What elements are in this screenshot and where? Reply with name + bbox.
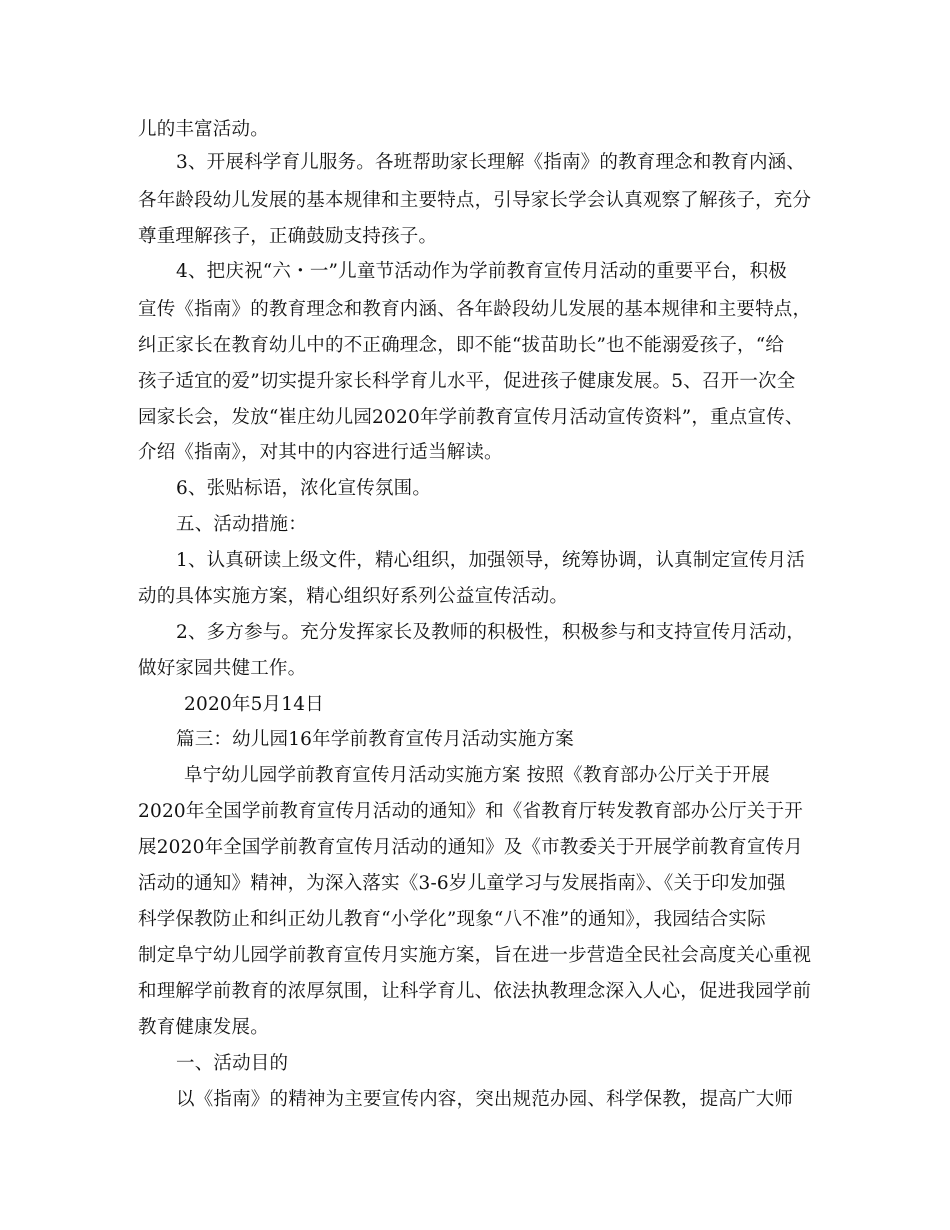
text-line-28: 以《指南》的精神为主要宣传内容，突出规范办园、科学保教，提高广大师	[176, 1089, 794, 1110]
text-line-14: 动的具体实施方案，精心组织好系列公益宣传活动。	[138, 586, 569, 607]
text-line-13: 1、认真研读上级文件，精心组织，加强领导，统筹协调，认真制定宣传月活	[176, 550, 806, 571]
text-line-1: 儿的丰富活动。	[138, 119, 269, 140]
text-line-16: 做好家园共健工作。	[138, 658, 307, 679]
date-line: 2020年5月14日	[184, 694, 324, 715]
text-line-2: 3、开展科学育儿服务。各班帮助家长理解《指南》的教育理念和教育内涵、	[176, 152, 806, 173]
text-line-23: 科学保教防止和纠正幼儿教育“小学化”现象“八不准”的通知》，我园结合实际	[138, 909, 766, 930]
text-line-4: 尊重理解孩子，正确鼓励支持孩子。	[138, 226, 438, 247]
text-line-21: 展2020年全国学前教育宣传月活动的通知》及《市教委关于开展学前教育宣传月	[138, 837, 803, 858]
text-line-9: 园家长会，发放“崔庄幼儿园2020年学前教育宣传月活动宣传资料”，重点宣传、	[138, 407, 804, 428]
text-line-7: 纠正家长在教育幼儿中的不正确理念，即不能“拔苗助长”也不能溺爱孩子，“给	[138, 335, 785, 356]
chapter-title: 篇三：幼儿园16年学前教育宣传月活动实施方案	[176, 729, 574, 750]
text-line-26: 教育健康发展。	[138, 1017, 269, 1038]
text-line-24: 制定阜宁幼儿园学前教育宣传月实施方案，旨在进一步营造全民社会高度关心重视	[138, 945, 812, 966]
text-line-20: 2020年全国学前教育宣传月活动的通知》和《省教育厅转发教育部办公厅关于开	[138, 801, 803, 822]
text-line-8: 孩子适宜的爱”切实提升家长科学育儿水平，促进孩子健康发展。5、召开一次全	[138, 371, 796, 392]
text-line-11: 6、张贴标语，浓化宣传氛围。	[176, 478, 432, 499]
text-line-5: 4、把庆祝“六・一”儿童节活动作为学前教育宣传月活动的重要平台，积极	[176, 261, 787, 282]
text-line-22: 活动的通知》精神，为深入落实《3-6岁儿童学习与发展指南》、《关于印发加强	[138, 873, 786, 894]
text-line-3: 各年龄段幼儿发展的基本规律和主要特点，引导家长学会认真观察了解孩子，充分	[138, 190, 812, 211]
text-line-25: 和理解学前教育的浓厚氛围，让科学育儿、依法执教理念深入人心，促进我园学前	[138, 981, 812, 1002]
text-line-6: 宣传《指南》的教育理念和教育内涵、各年龄段幼儿发展的基本规律和主要特点，	[138, 299, 812, 320]
section-heading-purpose: 一、活动目的	[176, 1053, 289, 1074]
text-line-15: 2、多方参与。充分发挥家长及教师的积极性，积极参与和支持宣传月活动，	[176, 622, 806, 643]
section-heading-measures: 五、活动措施：	[176, 514, 307, 535]
text-line-10: 介绍《指南》，对其中的内容进行适当解读。	[138, 442, 503, 463]
text-line-19: 阜宁幼儿园学前教育宣传月活动实施方案 按照《教育部办公厅关于开展	[184, 765, 770, 786]
